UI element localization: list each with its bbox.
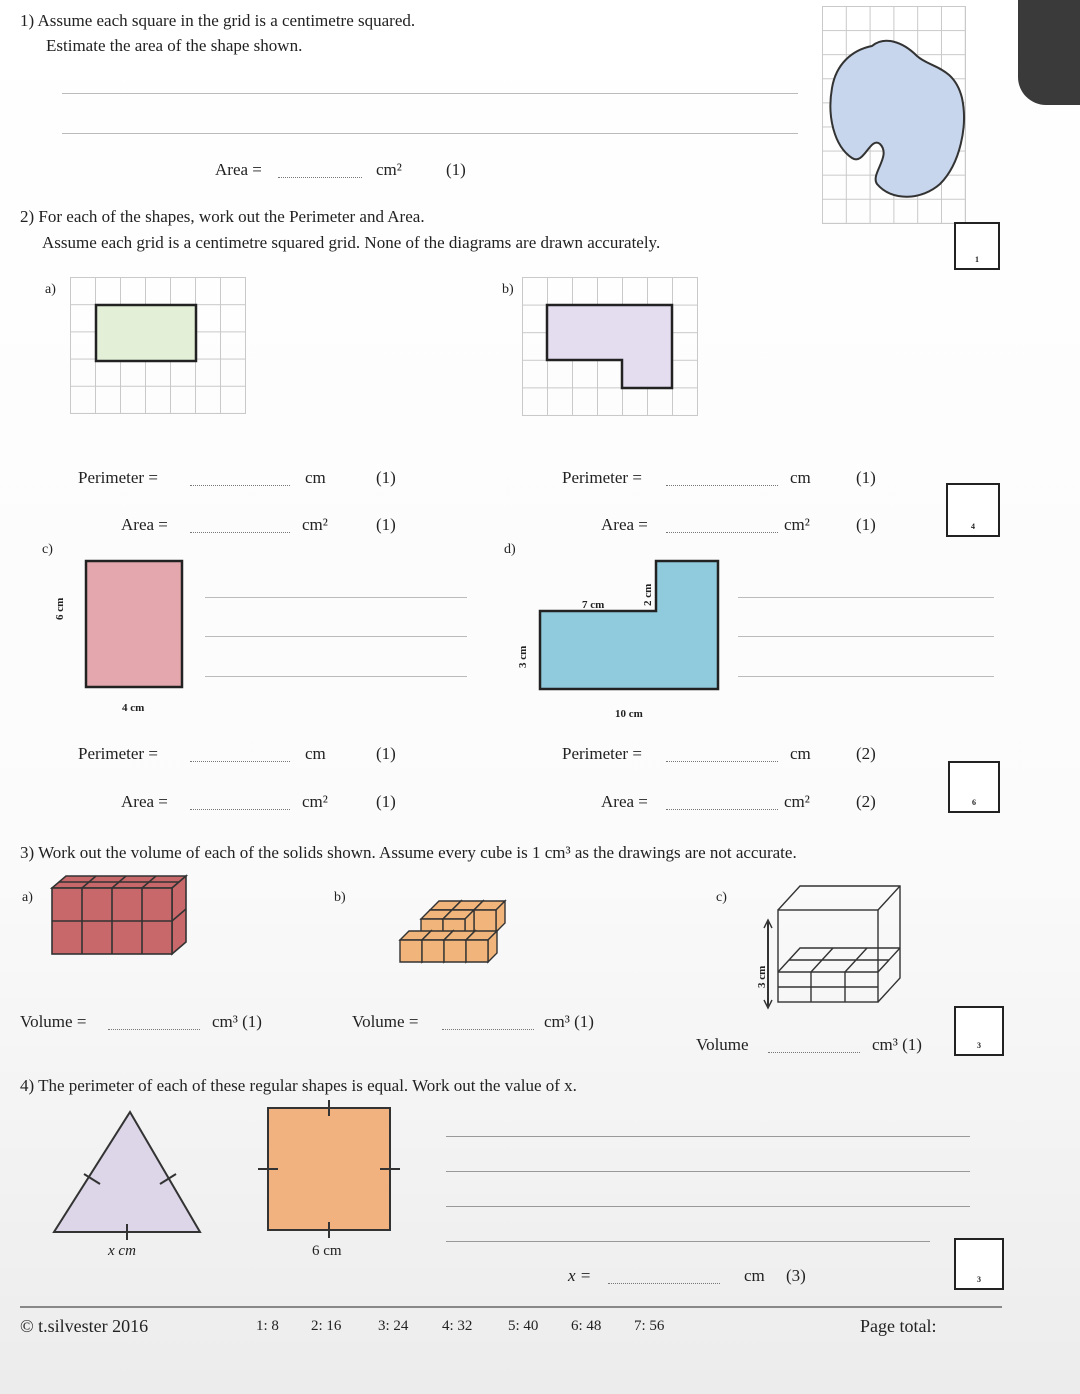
q2c-area-marks: (1) bbox=[376, 792, 396, 811]
q2c-perimeter-unit: cm bbox=[305, 744, 326, 763]
q2c-area-field[interactable] bbox=[190, 808, 290, 810]
q4-square-label: 6 cm bbox=[312, 1243, 342, 1259]
q2b-area-label: Area = bbox=[601, 515, 648, 534]
q2a-perimeter-field[interactable] bbox=[190, 484, 290, 486]
footer-scale-3: 3: 24 bbox=[378, 1318, 409, 1334]
q2cd-mark-box: 6 bbox=[948, 761, 1000, 813]
q1-area-unit: cm² bbox=[376, 160, 402, 179]
q4-x-unit: cm bbox=[744, 1266, 765, 1285]
q3c-label: c) bbox=[716, 890, 727, 905]
working-line bbox=[62, 93, 798, 94]
q3a-volume-label: Volume = bbox=[20, 1012, 87, 1031]
q2a-label: a) bbox=[45, 282, 56, 297]
footer-scale-6: 6: 48 bbox=[571, 1318, 602, 1334]
q2c-perimeter-label: Perimeter = bbox=[78, 744, 158, 763]
working-line bbox=[446, 1241, 930, 1242]
q3c-volume-field[interactable] bbox=[768, 1051, 860, 1053]
q2a-perimeter-marks: (1) bbox=[376, 468, 396, 487]
working-line bbox=[738, 676, 994, 677]
q2d-area-label: Area = bbox=[601, 792, 648, 811]
q3a-cuboid bbox=[48, 874, 188, 960]
q3b-volume-field[interactable] bbox=[442, 1028, 534, 1030]
q2c-rectangle bbox=[60, 555, 190, 715]
q2b-area-marks: (1) bbox=[856, 515, 876, 534]
q2d-top-label: 7 cm bbox=[582, 599, 605, 611]
q2c-label: c) bbox=[42, 542, 53, 557]
footer-scale-4: 4: 32 bbox=[442, 1318, 473, 1334]
q2c-area-unit: cm² bbox=[302, 792, 328, 811]
q2a-area-label: Area = bbox=[121, 515, 168, 534]
q3c-volume-unit: cm³ (1) bbox=[872, 1035, 922, 1054]
q3c-volume-label: Volume bbox=[696, 1035, 749, 1054]
q2-instruction-2: Assume each grid is a centimetre squared grid. None of the diagrams are drawn accurately. bbox=[42, 233, 661, 252]
q1-area-label: Area = bbox=[215, 160, 262, 179]
q2d-area-marks: (2) bbox=[856, 792, 876, 811]
q2b-perimeter-marks: (1) bbox=[856, 468, 876, 487]
q4-square bbox=[256, 1100, 406, 1240]
q1-irregular-blob bbox=[822, 6, 965, 223]
q2d-label: d) bbox=[504, 542, 516, 557]
working-line bbox=[446, 1136, 970, 1137]
q3b-volume-label: Volume = bbox=[352, 1012, 419, 1031]
q2b-l-shape bbox=[522, 277, 697, 415]
q2b-perimeter-unit: cm bbox=[790, 468, 811, 487]
q3-instruction: 3) Work out the volume of each of the solids shown. Assume every cube is 1 cm³ as the drawings are not accurate. bbox=[20, 843, 797, 862]
q2d-bottom-label: 10 cm bbox=[615, 708, 643, 720]
q2ab-mark-box: 4 bbox=[946, 483, 1000, 537]
q2c-bottom-label: 4 cm bbox=[122, 702, 145, 714]
working-line bbox=[205, 597, 467, 598]
q2d-perimeter-unit: cm bbox=[790, 744, 811, 763]
footer-scale-7: 7: 56 bbox=[634, 1318, 665, 1334]
q4-triangle-label: x cm bbox=[108, 1243, 136, 1259]
q3c-open-box bbox=[760, 882, 910, 1012]
q2c-side-label: 6 cm bbox=[54, 597, 66, 620]
q4-mark-box: 3 bbox=[954, 1238, 1004, 1290]
q2d-area-unit: cm² bbox=[784, 792, 810, 811]
q2b-area-field[interactable] bbox=[666, 531, 778, 533]
q4-equilateral-triangle bbox=[50, 1108, 210, 1238]
footer-page-total: Page total: bbox=[860, 1316, 937, 1336]
working-line bbox=[738, 636, 994, 637]
q1-marks: (1) bbox=[446, 160, 466, 179]
q4-instruction: 4) The perimeter of each of these regular shapes is equal. Work out the value of x. bbox=[20, 1076, 577, 1095]
footer-divider bbox=[20, 1306, 1002, 1308]
q3b-volume-unit: cm³ (1) bbox=[544, 1012, 594, 1031]
q2c-perimeter-marks: (1) bbox=[376, 744, 396, 763]
footer-scale-1: 1: 8 bbox=[256, 1318, 279, 1334]
q2b-label: b) bbox=[502, 282, 514, 297]
q2-instruction: 2) For each of the shapes, work out the Perimeter and Area. bbox=[20, 207, 425, 226]
working-line bbox=[446, 1206, 970, 1207]
q2b-area-unit: cm² bbox=[784, 515, 810, 534]
q3-mark-box: 3 bbox=[954, 1006, 1004, 1056]
q2d-area-field[interactable] bbox=[666, 808, 778, 810]
q2d-step-label: 2 cm bbox=[642, 583, 654, 606]
q2d-side-label: 3 cm bbox=[517, 645, 529, 668]
q2c-perimeter-field[interactable] bbox=[190, 760, 290, 762]
q2b-perimeter-label: Perimeter = bbox=[562, 468, 642, 487]
q2a-area-field[interactable] bbox=[190, 531, 290, 533]
q2d-perimeter-field[interactable] bbox=[666, 760, 778, 762]
q3a-volume-unit: cm³ (1) bbox=[212, 1012, 262, 1031]
q2b-perimeter-field[interactable] bbox=[666, 484, 778, 486]
working-line bbox=[205, 676, 467, 677]
q2d-perimeter-label: Perimeter = bbox=[562, 744, 642, 763]
q2a-area-unit: cm² bbox=[302, 515, 328, 534]
q1-mark-box: 1 bbox=[954, 222, 1000, 270]
q4-marks: (3) bbox=[786, 1266, 806, 1285]
working-line bbox=[205, 636, 467, 637]
footer-scale-2: 2: 16 bbox=[311, 1318, 342, 1334]
q4-x-label: x = bbox=[568, 1266, 592, 1285]
q1-area-answer-field[interactable] bbox=[278, 176, 362, 178]
q2a-rectangle bbox=[70, 277, 245, 413]
q1-instruction-2: Estimate the area of the shape shown. bbox=[46, 36, 303, 55]
q3c-height-label: 3 cm bbox=[756, 965, 768, 988]
working-line bbox=[62, 133, 798, 134]
q2a-perimeter-label: Perimeter = bbox=[78, 468, 158, 487]
q2c-area-label: Area = bbox=[121, 792, 168, 811]
q2a-area-marks: (1) bbox=[376, 515, 396, 534]
corner-overlay bbox=[1018, 0, 1080, 105]
q3a-label: a) bbox=[22, 890, 33, 905]
q3b-cube-solid bbox=[396, 890, 520, 970]
working-line bbox=[738, 597, 994, 598]
q2d-perimeter-marks: (2) bbox=[856, 744, 876, 763]
working-line bbox=[446, 1171, 970, 1172]
footer-copyright: © t.silvester 2016 bbox=[20, 1316, 149, 1336]
q3a-volume-field[interactable] bbox=[108, 1028, 200, 1030]
q3b-label: b) bbox=[334, 890, 346, 905]
q1-instruction: 1) Assume each square in the grid is a centimetre squared. bbox=[20, 11, 416, 30]
footer-scale-5: 5: 40 bbox=[508, 1318, 539, 1334]
q4-x-field[interactable] bbox=[608, 1282, 720, 1284]
q2d-l-shape bbox=[530, 555, 730, 700]
q2a-perimeter-unit: cm bbox=[305, 468, 326, 487]
